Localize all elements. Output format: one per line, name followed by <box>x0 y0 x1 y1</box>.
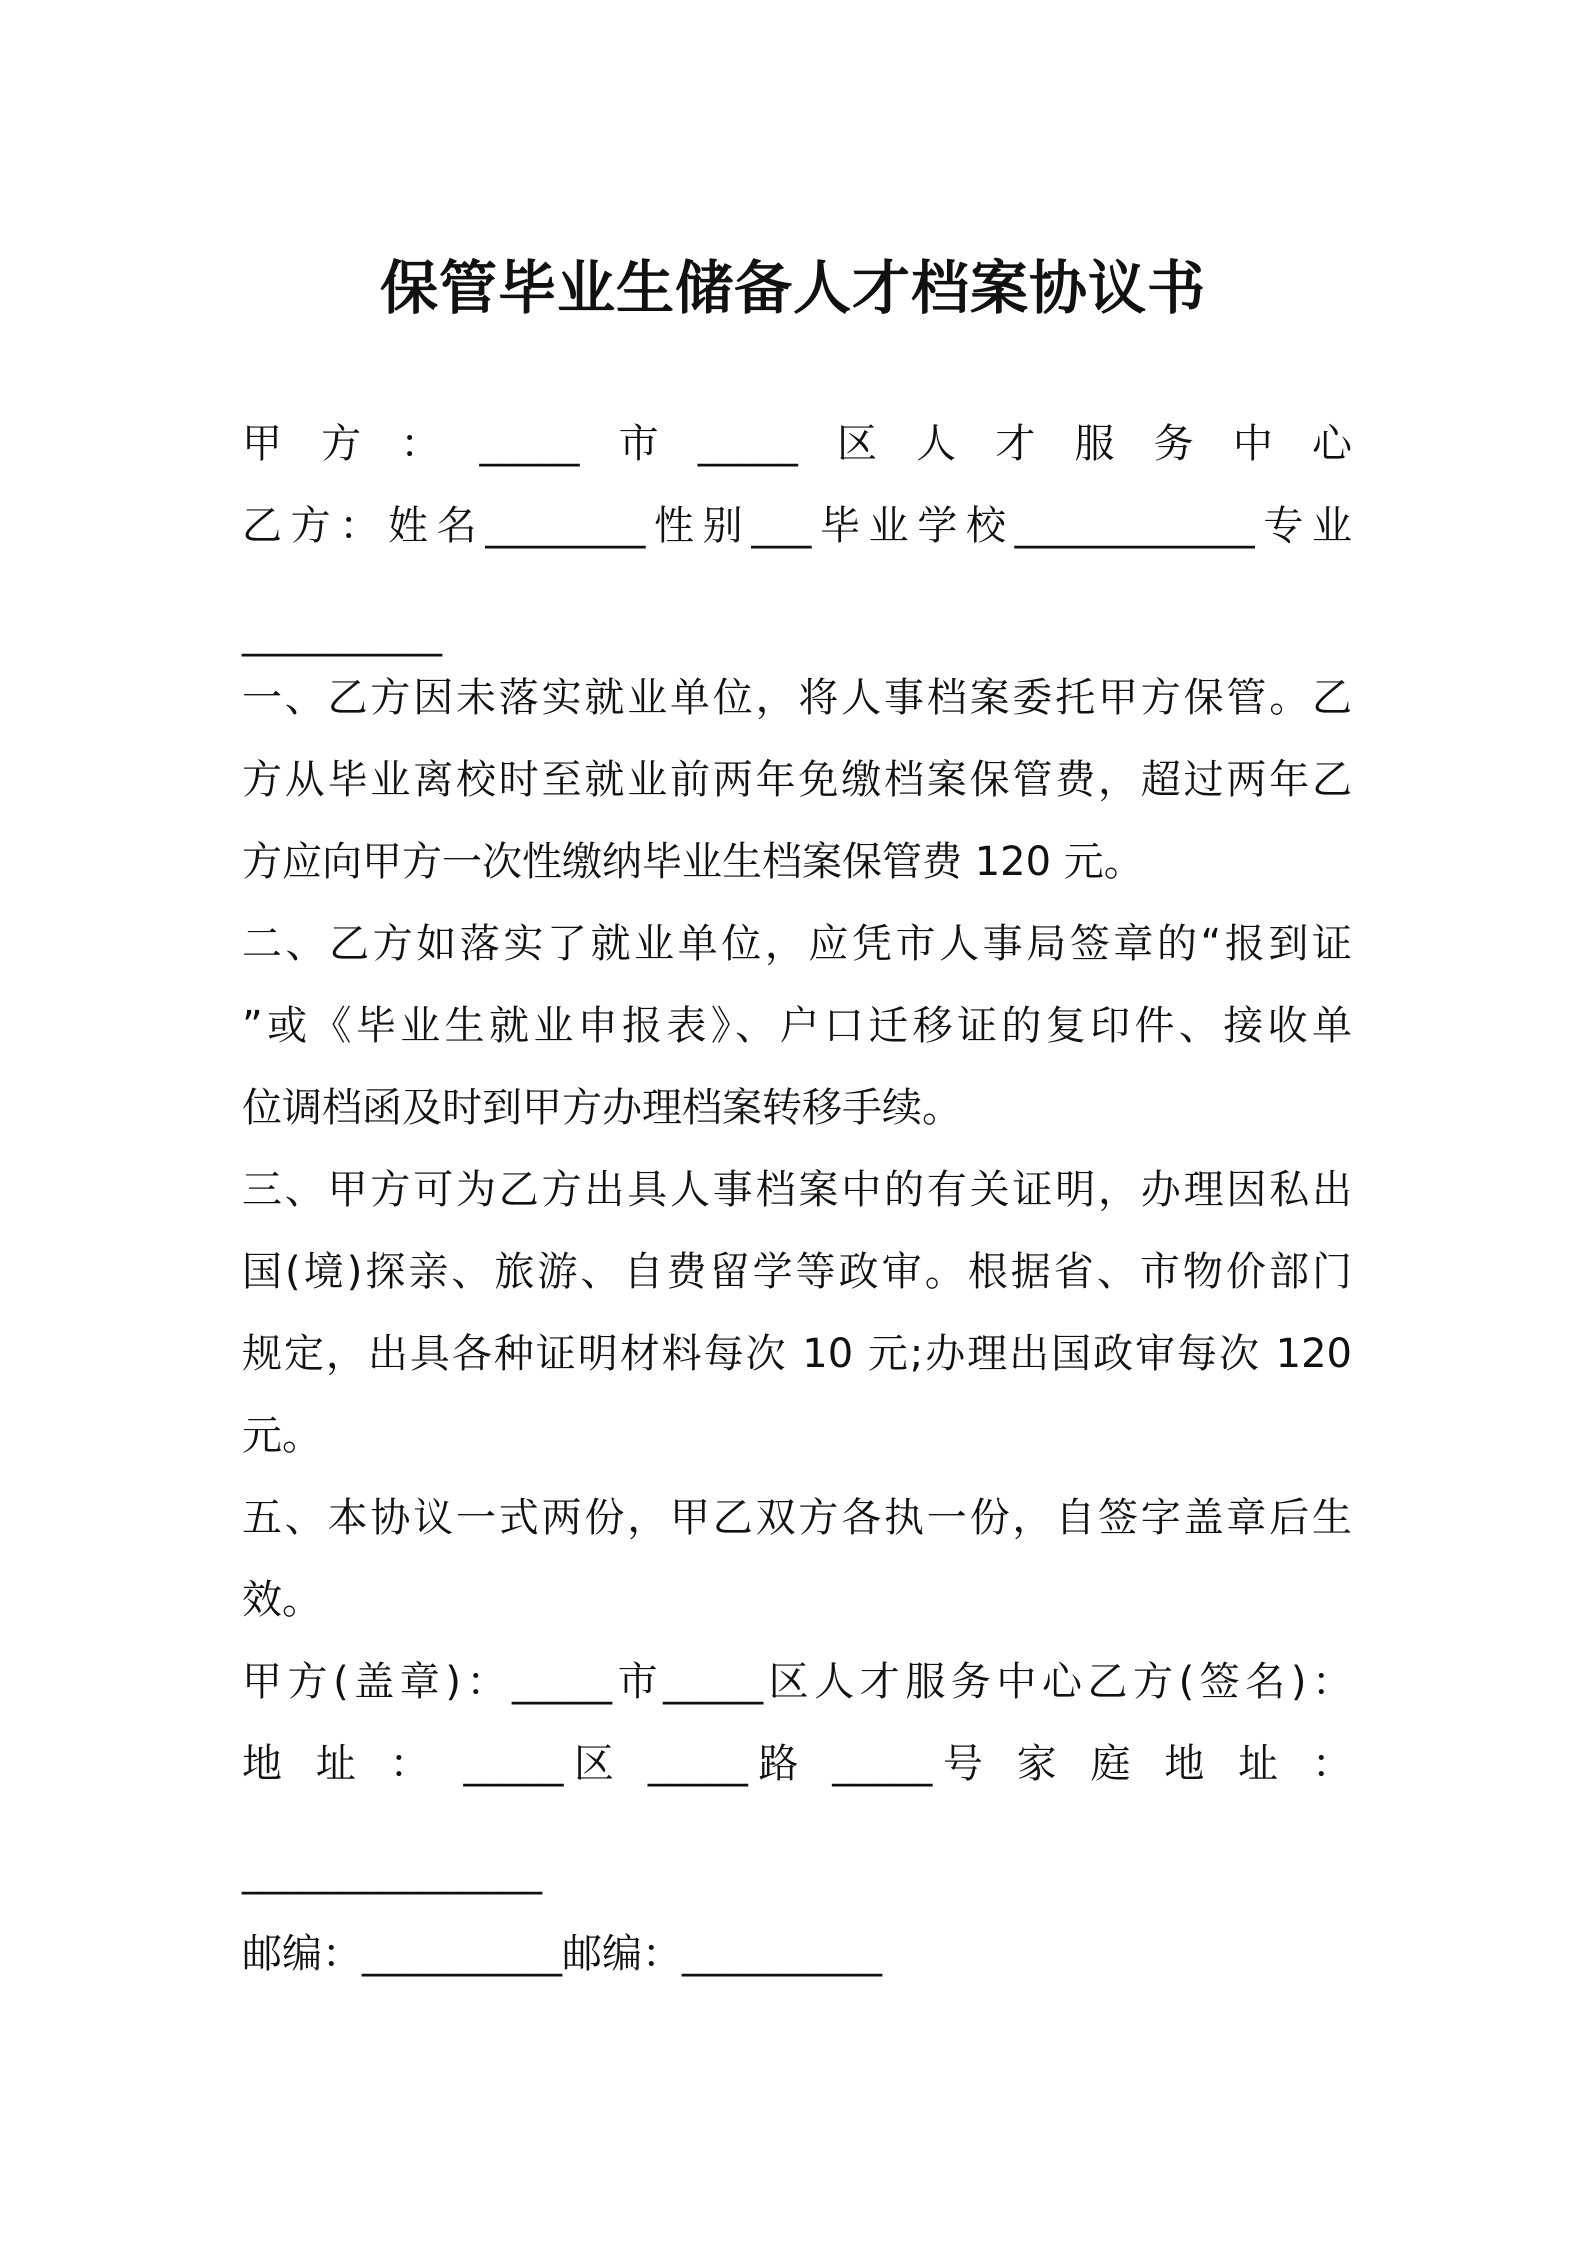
signature-line: 甲方(盖章)：_____市_____区人才服务中心乙方(签名)： <box>242 1659 1352 1705</box>
major-blank-line: __________ <box>242 611 442 657</box>
postcode-line: 邮编：__________邮编：__________ <box>242 1931 882 1977</box>
clause-2-line-2: ”或《毕业生就业申报表》、户口迁移证的复印件、接收单 <box>242 1003 1352 1049</box>
clause-3-line-3: 规定，出具各种证明材料每次 10 元;办理出国政审每次 120 <box>242 1331 1352 1377</box>
party-a-line: 甲方：_____市_____区人才服务中心 <box>242 421 1352 467</box>
clause-2-line-1: 二、乙方如落实了就业单位，应凭市人事局签章的“报到证 <box>242 921 1352 967</box>
document-title: 保管毕业生储备人才档案协议书 <box>379 254 1206 322</box>
clause-2-line-3: 位调档函及时到甲方办理档案转移手续。 <box>242 1085 962 1131</box>
clause-1-line-1: 一、乙方因未落实就业单位，将人事档案委托甲方保管。乙 <box>242 675 1352 721</box>
home-address-blank-line: _______________ <box>242 1849 542 1895</box>
clause-5-line-1: 五、本协议一式两份，甲乙双方各执一份，自签字盖章后生 <box>242 1495 1352 1541</box>
clause-1-line-3: 方应向甲方一次性缴纳毕业生档案保管费 120 元。 <box>242 839 1144 885</box>
clause-1-line-2: 方从毕业离校时至就业前两年免缴档案保管费，超过两年乙 <box>242 757 1352 803</box>
clause-5-line-2: 效。 <box>242 1577 322 1623</box>
address-line: 地 址 ： _____区 _____路 _____号 家 庭 地 址 ： <box>242 1741 1352 1787</box>
clause-3-line-2: 国(境)探亲、旅游、自费留学等政审。根据省、市物价部门 <box>242 1249 1352 1295</box>
clause-3-line-4: 元。 <box>242 1413 322 1459</box>
clause-3-line-1: 三、甲方可为乙方出具人事档案中的有关证明，办理因私出 <box>242 1167 1352 1213</box>
party-b-line: 乙方：姓名________性别___毕业学校____________专业 <box>242 503 1352 549</box>
